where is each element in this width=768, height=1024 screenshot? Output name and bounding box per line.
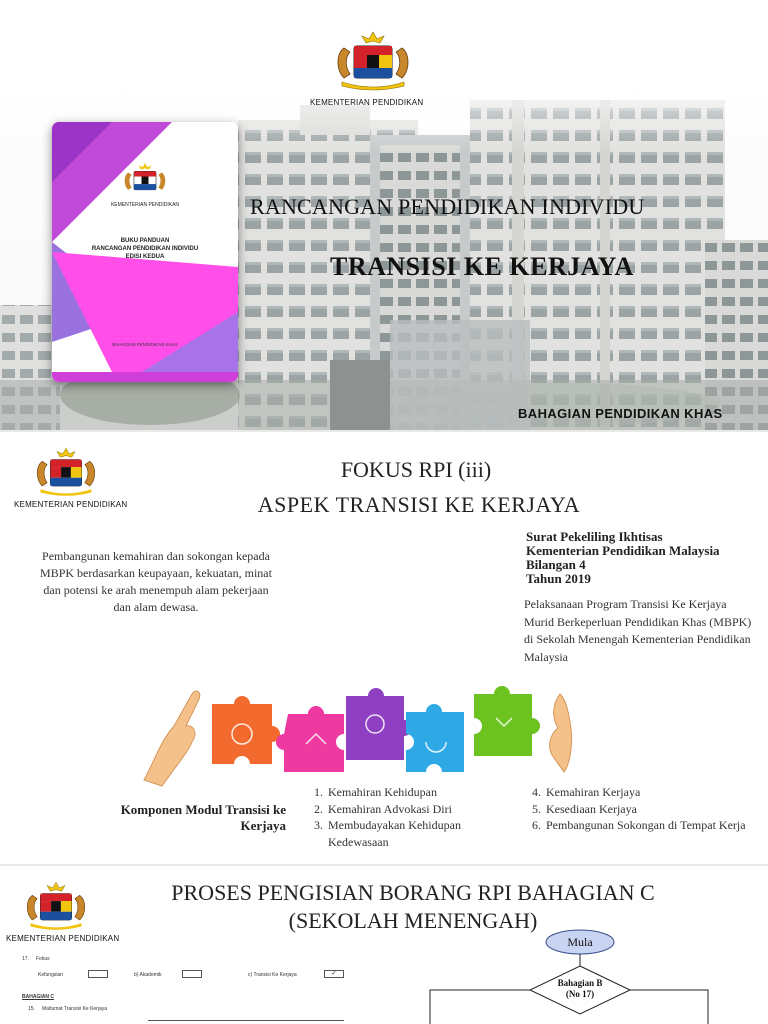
list-item-text: Membudayakan Kehidupan Kedewasaan [328, 818, 461, 849]
list-item [532, 801, 764, 818]
module-list-right [532, 784, 764, 834]
form-section-heading: BAHAGIAN C [22, 994, 54, 1000]
list-item-text: Kemahiran Advokasi Diri [328, 801, 452, 816]
list-item [314, 784, 499, 801]
circular-title-line: Kementerian Pendidikan Malaysia [526, 543, 720, 558]
flowchart-decision-label: Bahagian B [557, 978, 603, 988]
flowchart-decision-node [530, 966, 630, 1014]
list-item-text: Kemahiran Kerjaya [546, 785, 641, 799]
list-item [314, 817, 499, 850]
transition-description: Pembangunan kemahiran dan sokongan kepada MBPK berdasarkan keupayaan, kekuatan, minat dan potensi ke arah menempuh alam pekerjaan dan alam dewasa. [40, 549, 272, 614]
list-item-text: Kemahiran Kehidupan [328, 785, 437, 799]
puzzle-pieces-illustration [140, 682, 580, 792]
book-title-line2: RANCANGAN PENDIDIKAN INDIVIDU [91, 246, 199, 252]
focus-rpi-slide [0, 432, 768, 864]
form-divider [148, 1020, 344, 1021]
list-item-text: Pembangunan Sokongan di Tempat Kerja [546, 818, 746, 832]
holding-hand-icon [550, 694, 572, 772]
module-list-left [314, 784, 499, 850]
form-checkbox[interactable] [88, 970, 108, 978]
slide-heading: PROSES PENGISIAN BORANG RPI BAHAGIAN C [171, 880, 655, 905]
form-item-label: Matlumat Transisi Ke Kerjaya [42, 1006, 108, 1012]
flowchart-connector [630, 990, 708, 1024]
flowchart-start-label: Mula [567, 935, 593, 949]
book-title-line3: EDISI KEDUA [125, 254, 165, 260]
ministry-label: KEMENTERIAN PENDIDIKAN [310, 98, 424, 107]
puzzle-piece-green [474, 686, 540, 756]
slide-subheading: (SEKOLAH MENENGAH) [288, 908, 538, 933]
form-item-number: 15. [28, 1006, 35, 1012]
form-item-label: Fokus [36, 956, 50, 962]
guidebook-cover-image [52, 122, 238, 382]
cover-subtitle: TRANSISI KE KERJAYA [330, 252, 634, 281]
circular-title-line: Tahun 2019 [526, 571, 591, 586]
book-footer: BAHAGIAN PENDIDIKAN KHAS [112, 342, 178, 347]
puzzle-piece-blue [406, 704, 464, 772]
pointing-hand-icon [144, 691, 200, 786]
cover-title: RANCANGAN PENDIDIKAN INDIVIDU [250, 194, 645, 219]
flowchart-start-node [546, 930, 614, 954]
list-item-number: 1. [314, 785, 323, 799]
circular-reference [526, 530, 762, 586]
book-crest-emblem [122, 162, 168, 198]
form-process-slide [0, 866, 768, 1024]
book-title [52, 237, 238, 261]
list-item-text: Kesediaan Kerjaya [546, 801, 637, 816]
list-item [532, 817, 764, 834]
department-label: BAHAGIAN PENDIDIKAN KHAS [518, 406, 723, 421]
list-item [532, 784, 764, 801]
flowchart [420, 926, 720, 1024]
ministry-label: KEMENTERIAN PENDIDIKAN [6, 934, 120, 943]
list-item-number: 6. [532, 818, 541, 832]
list-item-number: 4. [532, 785, 541, 799]
list-item [314, 801, 499, 818]
book-ministry-label: KEMENTERIAN PENDIDIKAN [110, 202, 180, 208]
circular-description: Pelaksanaan Program Transisi Ke Kerjaya Murid Berkeperluan Pendidikan Khas (MBPK) di Sekolah Menengah Kementerian Pendidikan Malaysia [524, 597, 752, 664]
form-checkbox-checked[interactable]: ✓ [324, 970, 344, 978]
flowchart-connector [430, 990, 530, 1024]
components-label: Komponen Modul Transisi ke Kerjaya [120, 802, 286, 833]
form-checkbox[interactable] [182, 970, 202, 978]
puzzle-piece-orange [212, 696, 280, 764]
slide-subheading: ASPEK TRANSISI KE KERJAYA [257, 492, 581, 517]
list-item-number: 5. [532, 801, 541, 816]
form-option-label: Kefungsian [38, 972, 64, 978]
list-item-number: 2. [314, 801, 323, 816]
flowchart-decision-sublabel: (No 17) [565, 989, 595, 999]
slide-heading: FOKUS RPI (iii) [340, 457, 492, 482]
circular-title-line: Bilangan 4 [526, 557, 586, 572]
malaysia-coat-of-arms-emblem [334, 30, 412, 92]
circular-title-line: Surat Pekeliling Ikhtisas [526, 529, 663, 544]
form-option-label: b) Akademik [134, 972, 162, 978]
form-option-label: c) Transisi Ke Kerjaya [248, 972, 297, 978]
cover-slide [0, 0, 768, 430]
rpi-form-excerpt [22, 954, 344, 1024]
form-item-number: 17. [22, 956, 29, 962]
puzzle-piece-purple [346, 688, 412, 760]
list-item-number: 3. [314, 818, 323, 832]
book-title-line1: BUKU PANDUAN [120, 238, 170, 244]
ministry-label: KEMENTERIAN PENDIDIKAN [14, 500, 128, 509]
